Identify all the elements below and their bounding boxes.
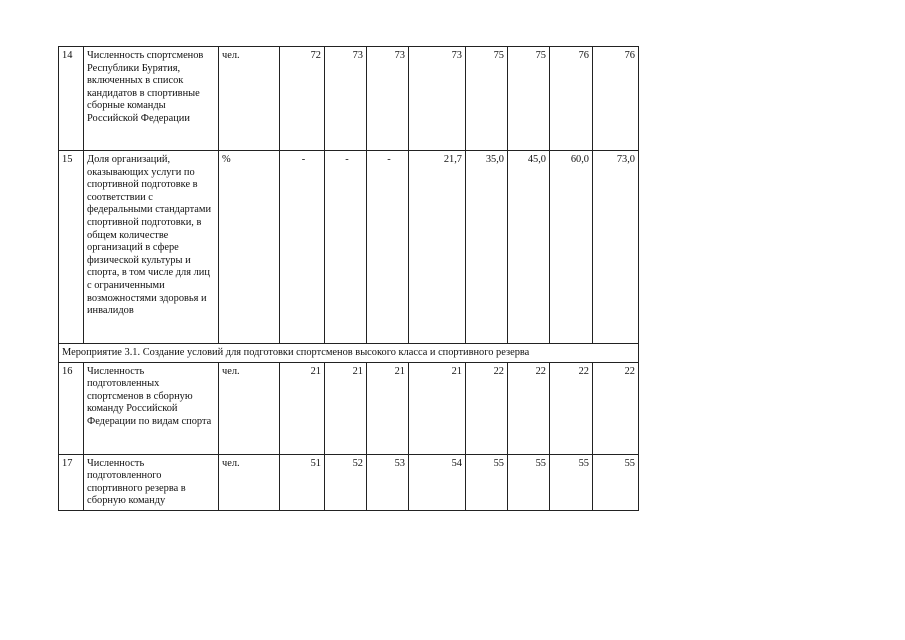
row-number: 15 <box>59 151 84 344</box>
value-cell: - <box>280 151 325 344</box>
value-cell: 55 <box>466 454 508 510</box>
row-number: 17 <box>59 454 84 510</box>
value-cell: 53 <box>367 454 409 510</box>
value-cell: 45,0 <box>508 151 550 344</box>
indicators-table <box>58 46 639 511</box>
value-cell: 75 <box>466 47 508 151</box>
value-cell: 21 <box>325 362 367 454</box>
value-cell: 22 <box>508 362 550 454</box>
unit-cell: чел. <box>219 362 280 454</box>
unit-cell: % <box>219 151 280 344</box>
indicator-name: Доля организаций, оказывающих услуги по спортивной подготовке в соответствии с федеральными стандартами спортивной подготовки, в общем количестве организаций в сфере физической культуры и спорта, в том числе для лиц с ограниченными возможностями здоровья и инвалидов <box>84 151 219 344</box>
value-cell: - <box>367 151 409 344</box>
value-cell: 73 <box>325 47 367 151</box>
value-cell: 21 <box>367 362 409 454</box>
table-row-15 <box>59 151 639 344</box>
row-number: 16 <box>59 362 84 454</box>
value-cell: 21,7 <box>409 151 466 344</box>
value-cell: 54 <box>409 454 466 510</box>
value-cell: 73 <box>409 47 466 151</box>
value-cell: 76 <box>550 47 593 151</box>
unit-cell: чел. <box>219 454 280 510</box>
indicator-name: Численность спортсменов Республики Бурятия, включенных в список кандидатов в спортивные сборные команды Российской Федерации <box>84 47 219 151</box>
value-cell: 22 <box>593 362 639 454</box>
value-cell: 55 <box>508 454 550 510</box>
value-cell: 52 <box>325 454 367 510</box>
value-cell: 73,0 <box>593 151 639 344</box>
unit-cell: чел. <box>219 47 280 151</box>
indicator-name: Численность подготовленных спортсменов в сборную команду Российской Федерации по видам спорта <box>84 362 219 454</box>
value-cell: 75 <box>508 47 550 151</box>
value-cell: 76 <box>593 47 639 151</box>
value-cell: 21 <box>409 362 466 454</box>
value-cell: 51 <box>280 454 325 510</box>
value-cell: 55 <box>550 454 593 510</box>
section-row <box>59 344 639 363</box>
section-title: Мероприятие 3.1. Создание условий для подготовки спортсменов высокого класса и спортивного резерва <box>59 344 639 363</box>
value-cell: - <box>325 151 367 344</box>
value-cell: 72 <box>280 47 325 151</box>
indicator-name: Численность подготовленного спортивного резерва в сборную команду <box>84 454 219 510</box>
value-cell: 55 <box>593 454 639 510</box>
table-row-17 <box>59 454 639 510</box>
value-cell: 60,0 <box>550 151 593 344</box>
table-row-14 <box>59 47 639 151</box>
value-cell: 21 <box>280 362 325 454</box>
value-cell: 22 <box>466 362 508 454</box>
table-row-16 <box>59 362 639 454</box>
value-cell: 35,0 <box>466 151 508 344</box>
value-cell: 73 <box>367 47 409 151</box>
row-number: 14 <box>59 47 84 151</box>
value-cell: 22 <box>550 362 593 454</box>
